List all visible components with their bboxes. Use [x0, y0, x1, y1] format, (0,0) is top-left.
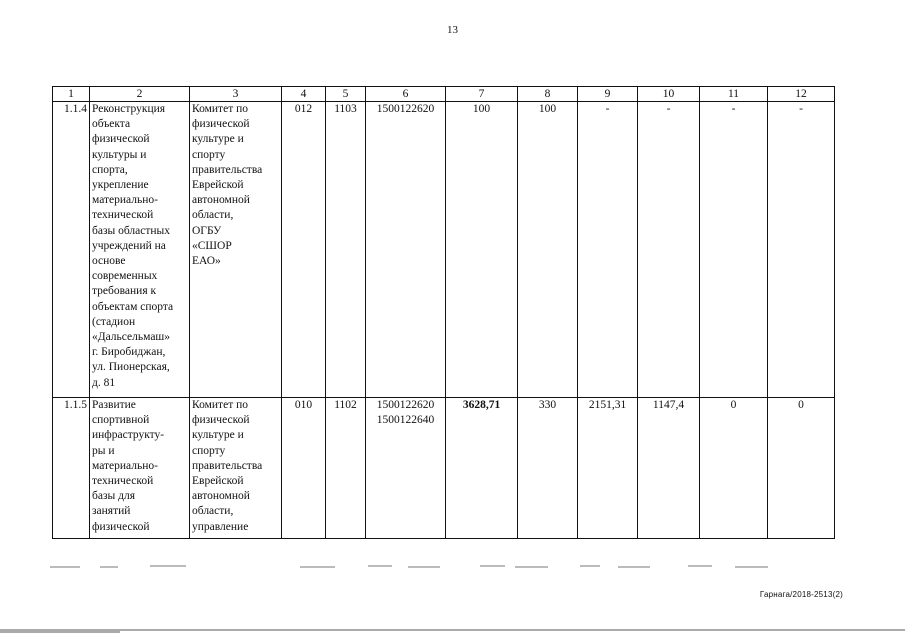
value-cell: -: [638, 102, 700, 398]
header-cell: 11: [700, 87, 768, 102]
header-cell: 9: [578, 87, 638, 102]
value-cell: 3628,71: [446, 398, 518, 539]
value-cell: 0: [700, 398, 768, 539]
value-cell: -: [578, 102, 638, 398]
code-cell: 1500122620: [366, 102, 446, 398]
header-cell: 4: [282, 87, 326, 102]
measure-name-cell: Развитие спортивной инфраструкту- ры и материально- технической базы для занятий физической: [90, 398, 190, 539]
header-cell: 7: [446, 87, 518, 102]
header-cell: 5: [326, 87, 366, 102]
code-cell: 1103: [326, 102, 366, 398]
measure-name-cell: Реконструкция объекта физической культуры и спорта, укрепление материально- технической базы областных учреждений на основе современных требования к объектам спорта (стадион «Дальсельмаш» г. Биробиджан, ул. Пионерская, д. 81: [90, 102, 190, 398]
value-cell: -: [700, 102, 768, 398]
document-stamp-code: Гарнага/2018-2513(2): [759, 590, 843, 599]
header-cell: 10: [638, 87, 700, 102]
executor-cell: Комитет по физической культуре и спорту правительства Еврейской автономной области, управление: [190, 398, 282, 539]
scan-bottom-edge: [0, 628, 905, 634]
row-number-cell: 1.1.5: [53, 398, 90, 539]
table-header-row: [53, 87, 835, 102]
table-row: [53, 398, 835, 539]
value-cell: 100: [446, 102, 518, 398]
bleed-through-lines: [0, 563, 905, 571]
code-cell: 1500122620 1500122640: [366, 398, 446, 539]
code-cell: 012: [282, 102, 326, 398]
header-cell: 3: [190, 87, 282, 102]
value-cell: -: [768, 102, 835, 398]
row-number-cell: 1.1.4: [53, 102, 90, 398]
header-cell: 12: [768, 87, 835, 102]
value-cell: 100: [518, 102, 578, 398]
value-cell: 1147,4: [638, 398, 700, 539]
code-cell: 010: [282, 398, 326, 539]
budget-table: [52, 86, 835, 539]
value-cell: 0: [768, 398, 835, 539]
value-cell: 2151,31: [578, 398, 638, 539]
value-cell: 330: [518, 398, 578, 539]
header-cell: 1: [53, 87, 90, 102]
header-cell: 6: [366, 87, 446, 102]
code-cell: 1102: [326, 398, 366, 539]
page-number: 13: [447, 24, 458, 36]
header-cell: 2: [90, 87, 190, 102]
executor-cell: Комитет по физической культуре и спорту правительства Еврейской автономной области, ОГБУ «СШОР ЕАО»: [190, 102, 282, 398]
header-cell: 8: [518, 87, 578, 102]
table-row: [53, 102, 835, 398]
